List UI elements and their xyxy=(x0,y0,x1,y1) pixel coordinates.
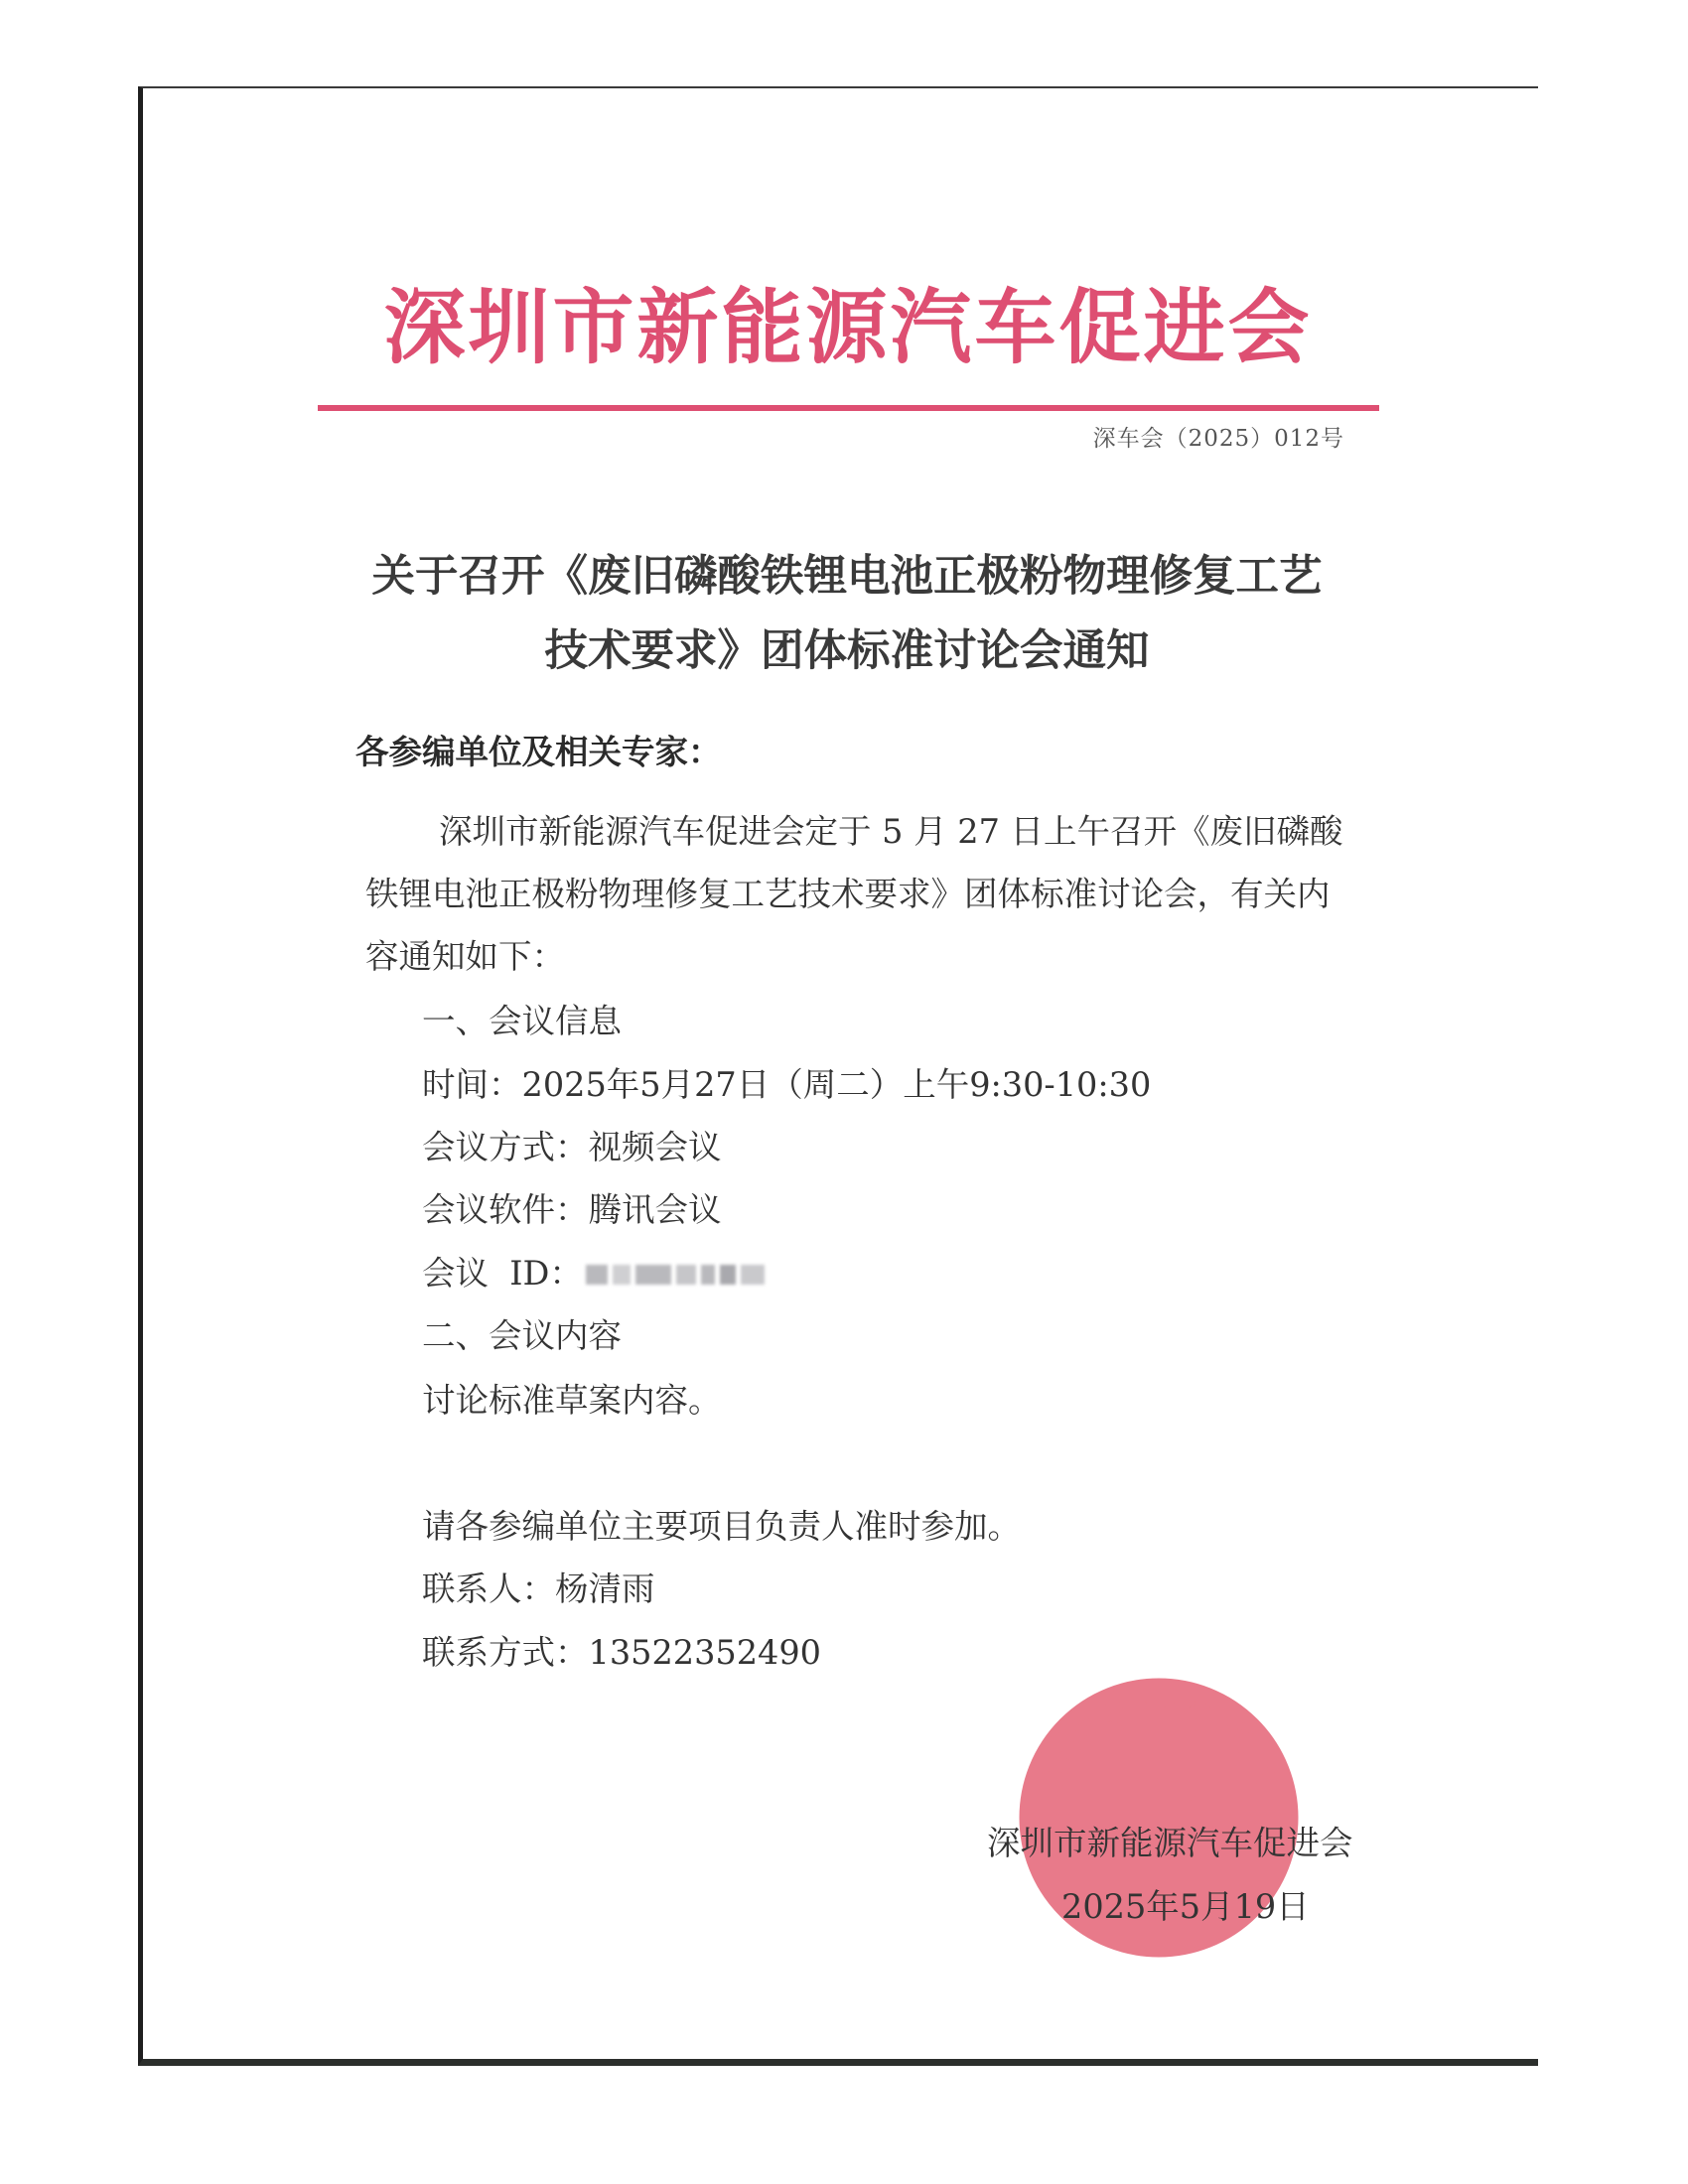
official-seal xyxy=(1000,1659,1318,1977)
redacted-meeting-id xyxy=(586,1263,767,1287)
intro-line-2: 铁锂电池正极粉物理修复工艺技术要求》团体标准讨论会，有关内 xyxy=(365,875,1331,913)
letterhead-org-name: 深圳市新能源汽车促进会 xyxy=(383,280,1313,375)
meeting-software: 会议软件：腾讯会议 xyxy=(422,1190,722,1229)
section-1-heading: 一、会议信息 xyxy=(422,1002,622,1040)
meeting-time: 时间：2025年5月27日（周二）上午9:30-10:30 xyxy=(422,1065,1152,1104)
section-2-heading: 二、会议内容 xyxy=(422,1316,622,1355)
intro-line-1: 深圳市新能源汽车促进会定于 5 月 27 日上午召开《废旧磷酸 xyxy=(439,812,1343,851)
contact-phone: 联系方式：13522352490 xyxy=(422,1633,821,1672)
letterhead-red-rule xyxy=(318,405,1379,411)
salutation: 各参编单位及相关专家： xyxy=(355,733,722,771)
meeting-id-label: 会议 ID： xyxy=(422,1254,583,1293)
meeting-method: 会议方式：视频会议 xyxy=(422,1128,722,1166)
meeting-content: 讨论标准草案内容。 xyxy=(422,1381,722,1420)
intro-line-3: 容通知如下： xyxy=(365,937,565,976)
attendance-request: 请各参编单位主要项目负责人准时参加。 xyxy=(422,1507,1021,1546)
notice-title-line-1: 关于召开《废旧磷酸铁锂电池正极粉物理修复工艺 xyxy=(371,551,1323,602)
document-number: 深车会（2025）012号 xyxy=(1092,426,1344,452)
notice-title-line-2: 技术要求》团体标准讨论会通知 xyxy=(544,625,1150,676)
signature-org: 深圳市新能源汽车促进会 xyxy=(987,1824,1353,1862)
signature-date: 2025年5月19日 xyxy=(1061,1887,1310,1926)
contact-person: 联系人：杨清雨 xyxy=(422,1570,655,1608)
seal-text: 圳市新能源汽车 xyxy=(1035,1688,1283,1794)
